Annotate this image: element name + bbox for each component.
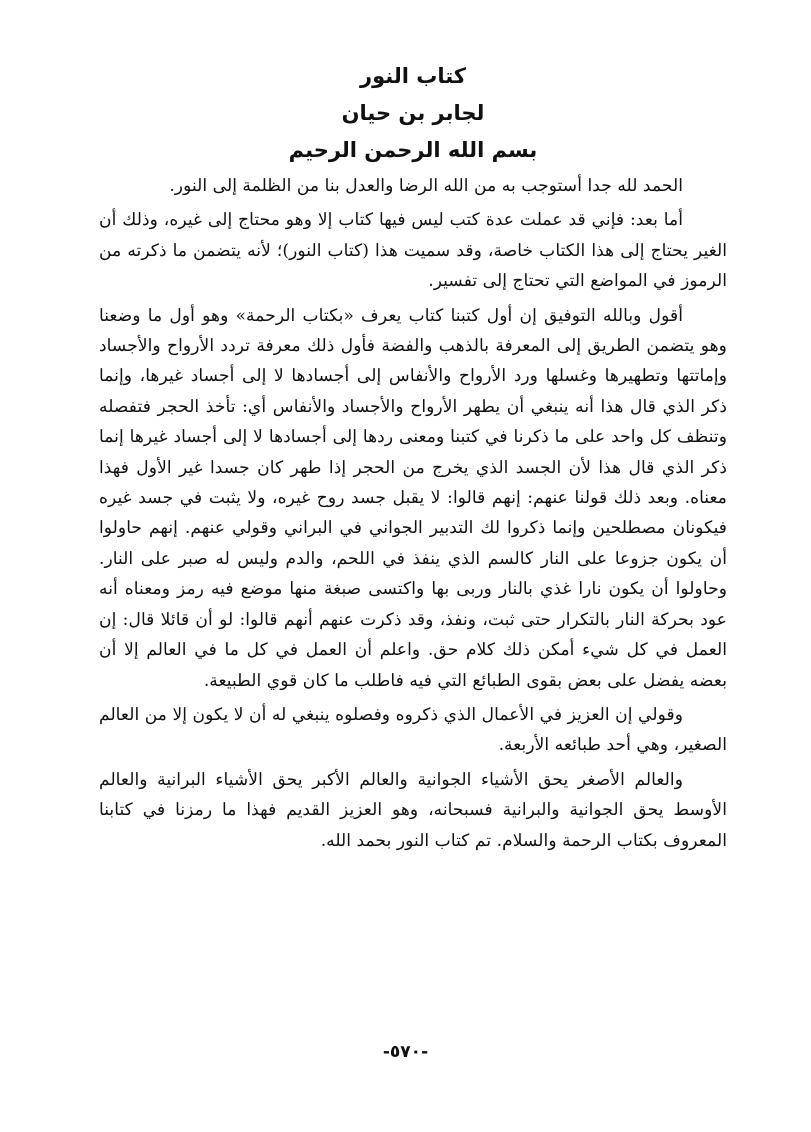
document-page xyxy=(99,58,727,860)
page-number: -٥٧٠- xyxy=(382,1042,429,1062)
paragraph-1: الحمد لله جدا أستوجب به من الله الرضا والعدل بنا من الظلمة إلى النور. xyxy=(169,176,683,196)
paragraph-5: والعالم الأصغر يحق الأشياء الجوانية والعالم الأكبر يحق الأشياء البرانية والعالم الأوسط يحق الجوانية والبرانية فسبحانه، وهو العزيز القديم فهذا ما رمزنا في كتابنا المعروف بكتاب الرحمة والسلام. تم كتاب النور بحمد الله. xyxy=(99,769,727,851)
paragraph-3: أقول وبالله التوفيق إن أول كتبنا كتاب يعرف «بكتاب الرحمة» وهو أول ما وضعنا وهو يتضمن الطريق إلى المعرفة بالذهب والفضة فأول ذلك معرفة تردد الأرواح والأجساد وإماتتها وتطهيرها وغسلها ورد الأرواح والأنفاس إلى أجسادها لا إلى أجساد غيرها، وإنما ذكر الذي قال هذا أنه ينبغي أن يطهر الأرواح والأجساد والأنفاس أي: تأخذ الحجر فتفصله وتنظف كل واحد على ما ذكرنا في كتبنا ومعنى ردها إلى أجسادها لا إلى أجساد غيرها إنما ذكر الذي قال هذا لأن الجسد الذي يخرج من الحجر إذا طهر كان جسدا غير الأول فهذا معناه. وبعد ذلك قولنا عنهم: إنهم قالوا: لا يقبل جسد روح غيره، ولا يثبت في جسد غيره فيكونان مصطلحين وإنما ذكروا لك التدبير الجواني في البراني وقولي عنهم. إنهم حاولوا أن يكون جزوعا على النار كالسم الذي ينفذ في اللحم، والدم وليس له صبر على النار. وحاولوا أن يكون نارا غذي بالنار وربى بها واكتسى صبغة منها موضع فيه رمز ومعناه أنه عود بحركة النار بالتكرار حتى ثبت، ونفذ، وقد ذكرت عنهم أنهم قالوا: لو أن قائلا قال: إن العمل في كل شيء أمكن ذلك كلام حق. واعلم أن العمل في كل ما في العالم إلا أن بعضه يفضل على بعض بقوى الطبائع التي فيه فاطلب ما كان قوي الطبيعة. xyxy=(99,305,727,691)
paragraph-4: وقولي إن العزيز في الأعمال الذي ذكروه وفصلوه ينبغي له أن لا يكون إلا من العالم الصغير، وهي أحد طبائعه الأربعة. xyxy=(99,704,727,756)
basmala-line: بسم الله الرحمن الرحيم xyxy=(288,138,538,162)
author-line: لجابر بن حيان xyxy=(341,101,485,125)
book-title: كتاب النور xyxy=(360,64,466,88)
paragraph-2: أما بعد: فإني قد عملت عدة كتب ليس فيها كتاب إلا وهو محتاج إلى غيره، وذلك أن الغير يحتاج إلى هذا الكتاب خاصة، وقد سميت هذا (كتاب النور)؛ لأنه يتضمن ما ذكرته من الرموز في المواضع التي تحتاج إلى تفسير. xyxy=(99,210,727,292)
